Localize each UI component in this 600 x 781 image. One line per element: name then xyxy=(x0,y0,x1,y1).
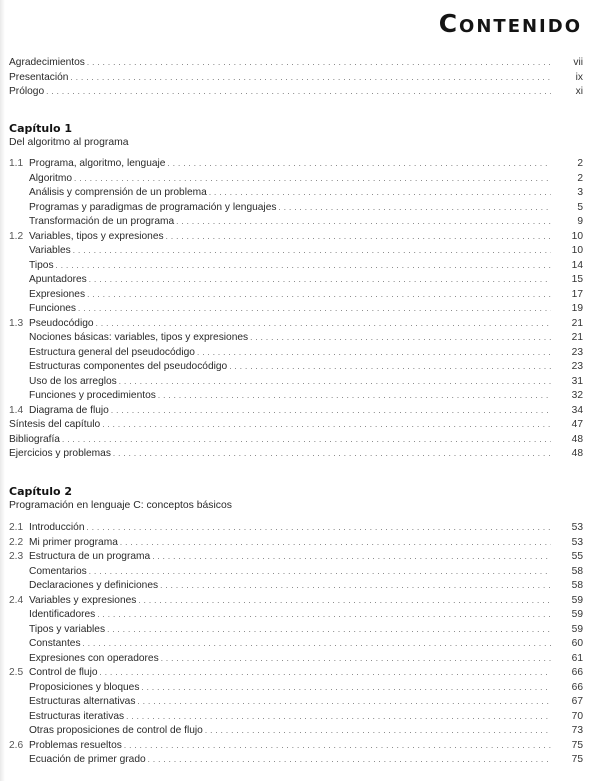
entry-label: Funciones xyxy=(29,303,77,314)
dot-leader xyxy=(56,259,551,274)
page-number: 21 xyxy=(571,317,583,329)
entry-label: Problemas resueltos xyxy=(29,739,122,751)
dot-leader xyxy=(250,331,551,346)
dot-leader xyxy=(120,536,551,551)
page-number: 61 xyxy=(571,652,583,664)
dot-leader xyxy=(87,288,551,303)
page-number: 59 xyxy=(571,609,583,620)
toc-section-entry[interactable] xyxy=(9,230,583,245)
dot-leader xyxy=(205,724,551,739)
page-number: 19 xyxy=(571,303,583,314)
entry-label: Prólogo xyxy=(9,86,45,97)
toc-subsection-entry[interactable] xyxy=(9,724,583,739)
section-number: 2.3 xyxy=(9,551,24,562)
page-number: 15 xyxy=(571,274,583,285)
chapter-subtitle: Programación en lenguaje C: conceptos básicos xyxy=(9,500,232,511)
toc-subsection-entry[interactable] xyxy=(9,565,583,580)
toc-subsection-entry[interactable] xyxy=(9,652,583,667)
page-number: 9 xyxy=(577,216,583,227)
page-number: 70 xyxy=(571,710,583,722)
dot-leader xyxy=(229,360,551,375)
dot-leader xyxy=(209,186,551,201)
toc-subsection-entry[interactable] xyxy=(9,579,583,594)
entry-label: Diagrama de flujo xyxy=(29,404,109,416)
entry-label: Mi primer programa xyxy=(29,536,118,548)
page-number: 73 xyxy=(571,725,583,736)
entry-label: Pseudocódigo xyxy=(29,317,94,329)
page-number: 60 xyxy=(571,638,583,649)
toc-subsection-entry[interactable] xyxy=(9,623,583,638)
dot-leader xyxy=(73,244,551,259)
dot-leader xyxy=(161,652,551,667)
toc-subsection-entry[interactable] xyxy=(9,244,583,259)
entry-label: Tipos xyxy=(29,259,54,271)
dot-leader xyxy=(148,753,551,768)
page-number: 31 xyxy=(571,375,583,387)
dot-leader xyxy=(78,302,551,317)
page-number: 2 xyxy=(577,158,583,169)
dot-leader xyxy=(167,157,551,172)
dot-leader xyxy=(46,85,551,100)
section-number: 1.2 xyxy=(9,230,24,242)
page-number: 48 xyxy=(571,433,583,445)
toc-subsection-entry[interactable] xyxy=(9,375,583,390)
page-number: 10 xyxy=(571,230,583,242)
section-number: 2.2 xyxy=(9,536,24,548)
entry-label: Comentarios xyxy=(29,565,87,577)
dot-leader xyxy=(102,418,551,433)
entry-label: Ecuación de primer grado xyxy=(29,754,146,765)
page-number: 75 xyxy=(571,739,583,751)
section-number: 2.4 xyxy=(9,594,24,606)
dot-leader xyxy=(158,389,551,404)
dot-leader xyxy=(96,317,551,332)
page-number: 66 xyxy=(571,667,583,678)
page-number: xi xyxy=(575,86,583,97)
entry-label: Algoritmo xyxy=(29,172,73,184)
entry-label: Análisis y comprensión de un problema xyxy=(29,187,207,198)
page-number: 66 xyxy=(571,681,583,693)
toc-subsection-entry[interactable] xyxy=(9,186,583,201)
toc-section-entry[interactable] xyxy=(9,739,583,754)
toc-section-entry[interactable] xyxy=(9,536,583,551)
entry-label: Funciones y procedimientos xyxy=(29,390,156,401)
page-number: 3 xyxy=(577,187,583,198)
entry-label: Estructura general del pseudocódigo xyxy=(29,346,195,358)
dot-leader xyxy=(113,447,551,462)
toc-subsection-entry[interactable] xyxy=(9,273,583,288)
section-number: 1.4 xyxy=(9,404,24,416)
entry-label: Variables, tipos y expresiones xyxy=(29,230,164,242)
toc-section-entry[interactable] xyxy=(9,550,583,565)
page-number: 34 xyxy=(571,404,583,416)
entry-label: Expresiones con operadores xyxy=(29,652,159,664)
dot-leader xyxy=(87,56,551,71)
page-number: 47 xyxy=(571,419,583,430)
dot-leader xyxy=(89,565,551,580)
toc-subsection-entry[interactable] xyxy=(9,172,583,187)
dot-leader xyxy=(83,637,551,652)
entry-label: Tipos y variables xyxy=(29,623,106,635)
toc-subsection-entry[interactable] xyxy=(9,288,583,303)
dot-leader xyxy=(137,695,551,710)
page-number: 32 xyxy=(571,390,583,401)
toc-subsection-entry[interactable] xyxy=(9,637,583,652)
entry-label: Presentación xyxy=(9,71,69,83)
page-number: 2 xyxy=(577,172,583,184)
entry-label: Otras proposiciones de control de flujo xyxy=(29,725,203,736)
page-number: 5 xyxy=(577,201,583,213)
toc-section-entry[interactable] xyxy=(9,521,583,536)
toc-chapter-extra-entry[interactable] xyxy=(9,433,583,448)
dot-leader xyxy=(100,666,551,681)
page-number: ix xyxy=(575,71,583,83)
entry-label: Transformación de un programa xyxy=(29,216,175,227)
dot-leader xyxy=(176,215,551,230)
dot-leader xyxy=(152,550,551,565)
dot-leader xyxy=(278,201,551,216)
front-matter-entry[interactable] xyxy=(9,71,583,86)
toc-subsection-entry[interactable] xyxy=(9,331,583,346)
dot-leader xyxy=(70,71,551,86)
toc-subsection-entry[interactable] xyxy=(9,259,583,274)
page-number: 58 xyxy=(571,565,583,577)
toc-section-entry[interactable] xyxy=(9,317,583,332)
entry-label: Síntesis del capítulo xyxy=(9,419,101,430)
dot-leader xyxy=(87,521,552,536)
section-number: 2.5 xyxy=(9,667,24,678)
toc-section-entry[interactable] xyxy=(9,404,583,419)
page-number: 14 xyxy=(571,259,583,271)
dot-leader xyxy=(111,404,551,419)
page-number: 10 xyxy=(571,245,583,256)
section-number: 2.6 xyxy=(9,739,24,751)
chapter-heading: Capítulo 1 xyxy=(9,122,73,135)
dot-leader xyxy=(160,579,551,594)
entry-label: Programa, algoritmo, lenguaje xyxy=(29,158,166,169)
chapter-2-entries xyxy=(9,521,583,768)
toc-section-entry[interactable] xyxy=(9,666,583,681)
page-number: 58 xyxy=(571,580,583,591)
entry-label: Introducción xyxy=(29,522,85,533)
entry-label: Estructuras componentes del pseudocódigo xyxy=(29,361,228,372)
page-number: 59 xyxy=(571,594,583,606)
entry-label: Variables y expresiones xyxy=(29,594,137,606)
page-number: 67 xyxy=(571,696,583,707)
entry-label: Constantes xyxy=(29,638,81,649)
page-title: Contenido xyxy=(438,9,582,38)
toc-subsection-entry[interactable] xyxy=(9,201,583,216)
toc-subsection-entry[interactable] xyxy=(9,389,583,404)
chapter-2-section xyxy=(9,485,583,768)
toc-section-entry[interactable] xyxy=(9,594,583,609)
toc-subsection-entry[interactable] xyxy=(9,346,583,361)
chapter-heading: Capítulo 2 xyxy=(9,485,73,498)
page-number: 75 xyxy=(571,754,583,765)
toc-subsection-entry[interactable] xyxy=(9,360,583,375)
entry-label: Variables xyxy=(29,245,71,256)
page-number: 55 xyxy=(571,551,583,562)
entry-label: Ejercicios y problemas xyxy=(9,448,111,459)
page-edge-shadow xyxy=(0,0,5,781)
section-number: 1.1 xyxy=(9,158,24,169)
entry-label: Uso de los arreglos xyxy=(29,375,117,387)
entry-label: Estructuras iterativas xyxy=(29,710,125,722)
dot-leader xyxy=(166,230,551,245)
dot-leader xyxy=(119,375,551,390)
chapter-1-section xyxy=(9,122,583,462)
entry-label: Programas y paradigmas de programación y lenguajes xyxy=(29,201,277,213)
toc-subsection-entry[interactable] xyxy=(9,695,583,710)
entry-label: Apuntadores xyxy=(29,274,87,285)
entry-label: Bibliografía xyxy=(9,433,60,445)
toc-subsection-entry[interactable] xyxy=(9,608,583,623)
section-number: 1.3 xyxy=(9,317,24,329)
dot-leader xyxy=(197,346,551,361)
entry-label: Identificadores xyxy=(29,609,96,620)
page-number: vii xyxy=(573,57,583,68)
toc-subsection-entry[interactable] xyxy=(9,215,583,230)
page-number: 53 xyxy=(571,536,583,548)
section-number: 2.1 xyxy=(9,522,24,533)
dot-leader xyxy=(107,623,551,638)
dot-leader xyxy=(141,681,551,696)
page-number: 48 xyxy=(571,448,583,459)
dot-leader xyxy=(124,739,551,754)
front-matter-entry[interactable] xyxy=(9,85,583,100)
page-number: 59 xyxy=(571,623,583,635)
dot-leader xyxy=(138,594,551,609)
chapter-subtitle: Del algoritmo al programa xyxy=(9,137,129,148)
front-matter-list xyxy=(9,56,583,100)
front-matter-entry[interactable] xyxy=(9,56,583,71)
dot-leader xyxy=(89,273,551,288)
dot-leader xyxy=(74,172,551,187)
dot-leader xyxy=(126,710,551,725)
entry-label: Agradecimientos xyxy=(9,57,85,68)
entry-label: Estructuras alternativas xyxy=(29,696,136,707)
toc-section-entry[interactable] xyxy=(9,157,583,172)
entry-label: Proposiciones y bloques xyxy=(29,681,140,693)
page-number: 17 xyxy=(571,288,583,300)
entry-label: Estructura de un programa xyxy=(29,551,151,562)
dot-leader xyxy=(62,433,551,448)
entry-label: Nociones básicas: variables, tipos y expresiones xyxy=(29,332,249,343)
toc-subsection-entry[interactable] xyxy=(9,710,583,725)
page-number: 21 xyxy=(571,332,583,343)
page-number: 23 xyxy=(571,361,583,372)
dot-leader xyxy=(97,608,551,623)
entry-label: Expresiones xyxy=(29,288,86,300)
toc-subsection-entry[interactable] xyxy=(9,302,583,317)
toc-chapter-extra-entry[interactable] xyxy=(9,418,583,433)
page-number: 53 xyxy=(571,522,583,533)
entry-label: Control de flujo xyxy=(29,667,98,678)
toc-subsection-entry[interactable] xyxy=(9,681,583,696)
chapter-1-entries xyxy=(9,157,583,462)
entry-label: Declaraciones y definiciones xyxy=(29,580,159,591)
toc-subsection-entry[interactable] xyxy=(9,753,583,768)
page-number: 23 xyxy=(571,346,583,358)
toc-chapter-extra-entry[interactable] xyxy=(9,447,583,462)
